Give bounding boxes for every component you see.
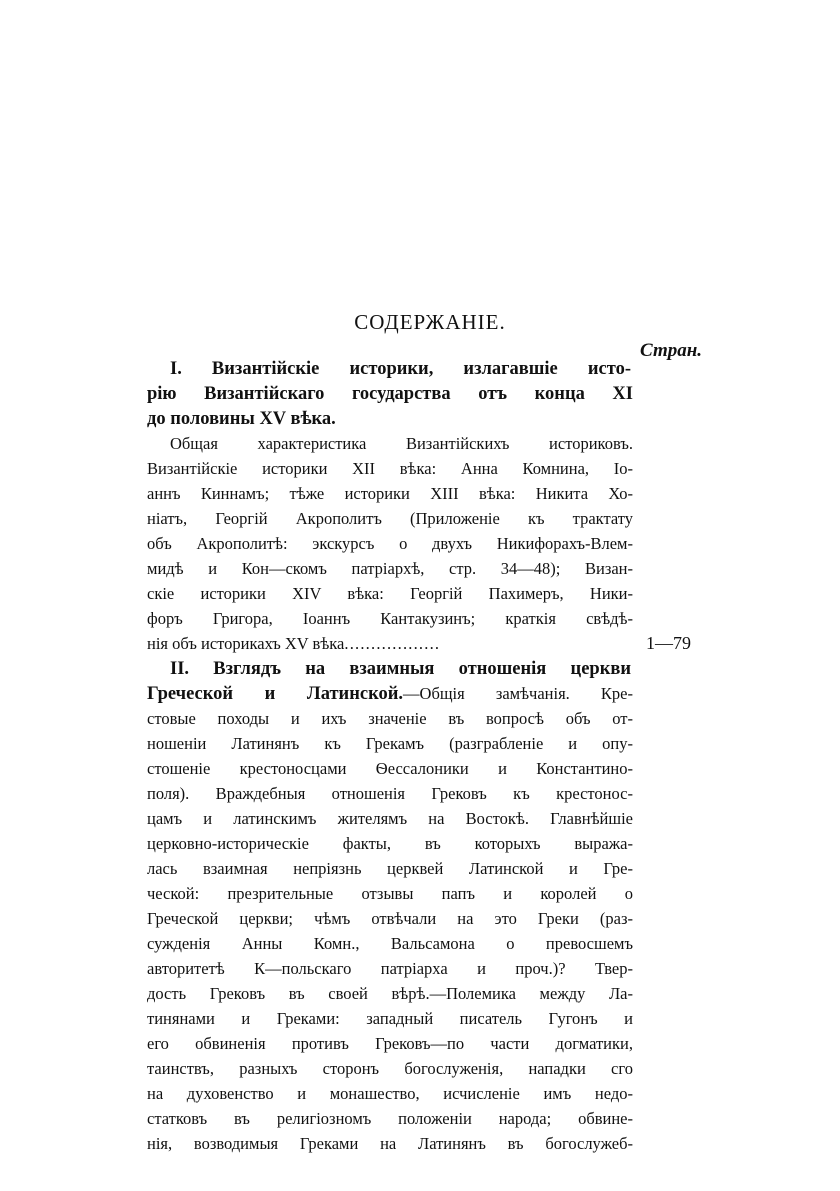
section-1-body-last-line [147,631,633,657]
section-1-body-line: Общая характеристика Византійскихъ историковъ. [170,434,633,453]
section-2-line: лась взаимная непріязнь церквей Латинской и Гре- [147,859,633,878]
section-1-body-line: аннъ Киннамъ; тѣже историки XIII вѣка: Никита Хо- [147,484,633,503]
section-1-body-line: мидѣ и Кон—скомъ патріархѣ, стр. 34—48); Визан- [147,559,633,578]
section-2-line: на духовенство и монашество, исчисленіе имъ недо- [147,1084,633,1103]
section-2-line: цамъ и латинскимъ жителямъ на Востокѣ. Главнѣйшіе [147,809,633,828]
section-2-line: нія, возводимыя Греками на Латинянъ въ богослужеб- [147,1134,633,1153]
section-2-line: статковъ въ религіозномъ положеніи народа; обвине- [147,1109,633,1128]
section-2-heading-line: II. Взглядъ на взаимныя отношенія церкви [170,659,631,679]
section-2-line: ческой: презрительные отзывы папъ и королей о [147,884,633,903]
section-1-heading-line: рію Византійскаго государства отъ конца XI [147,384,633,404]
dot-leader: .................. [344,634,441,653]
section-2-line: авторитетѣ К—польскаго патріарха и проч.)? Твер- [147,959,633,978]
section-2-line: его обвиненія противъ Грековъ—по части догматики, [147,1034,633,1053]
section-2-line: поля). Враждебныя отношенія Грековъ къ крестонос- [147,784,633,803]
section-1-body-line: форъ Григора, Іоаннъ Кантакузинъ; краткія свѣдѣ- [147,609,633,628]
section-2-line: таинствъ, разныхъ сторонъ богослуженія, нападки сго [147,1059,633,1078]
page-title: СОДЕРЖАНІЕ. [354,310,506,334]
section-1-heading-line: до половины XV вѣка. [147,409,336,429]
section-1-body-line: ніатъ, Георгій Акрополитъ (Приложеніе къ трактату [147,509,633,528]
section-1-page-range: 1—79 [646,633,691,653]
section-2-line: ношеніи Латинянъ къ Грекамъ (разграбленіе и опу- [147,734,633,753]
page-column-label: Стран. [640,340,703,361]
section-2-line: Греческой церкви; чѣмъ отвѣчали на это Греки (раз- [147,909,633,928]
section-1-body-line: объ Акрополитѣ: экскурсъ о двухъ Никифорахъ-Влем- [147,534,633,553]
section-2-line: стовые походы и ихъ значеніе въ вопросѣ объ от- [147,709,633,728]
section-2-line: дость Грековъ въ своей вѣрѣ.—Полемика между Ла- [147,984,633,1003]
section-1-body-line: скіе историки XIV вѣка: Георгій Пахимеръ, Ники- [147,584,633,603]
section-1-body-line: нія объ историкахъ XV вѣка [147,634,345,653]
section-2-line: стошеніе крестоносцами Ѳессалоники и Константино- [147,759,633,778]
section-2-line: Греческой и Латинской.—Общія замѣчанія. Кре- [147,684,633,704]
section-2-line: церковно-историческіе факты, въ которыхъ выража- [147,834,633,853]
section-2-line: сужденія Анны Комн., Вальсамона о превосшемъ [147,934,633,953]
section-2-line: тинянами и Греками: западный писатель Гугонъ и [147,1009,633,1028]
section-1-body-line: Византійскіе историки XII вѣка: Анна Комнина, Іо- [147,459,633,478]
section-1-heading-line: I. Византійскіе историки, излагавшіе исто- [170,359,631,379]
